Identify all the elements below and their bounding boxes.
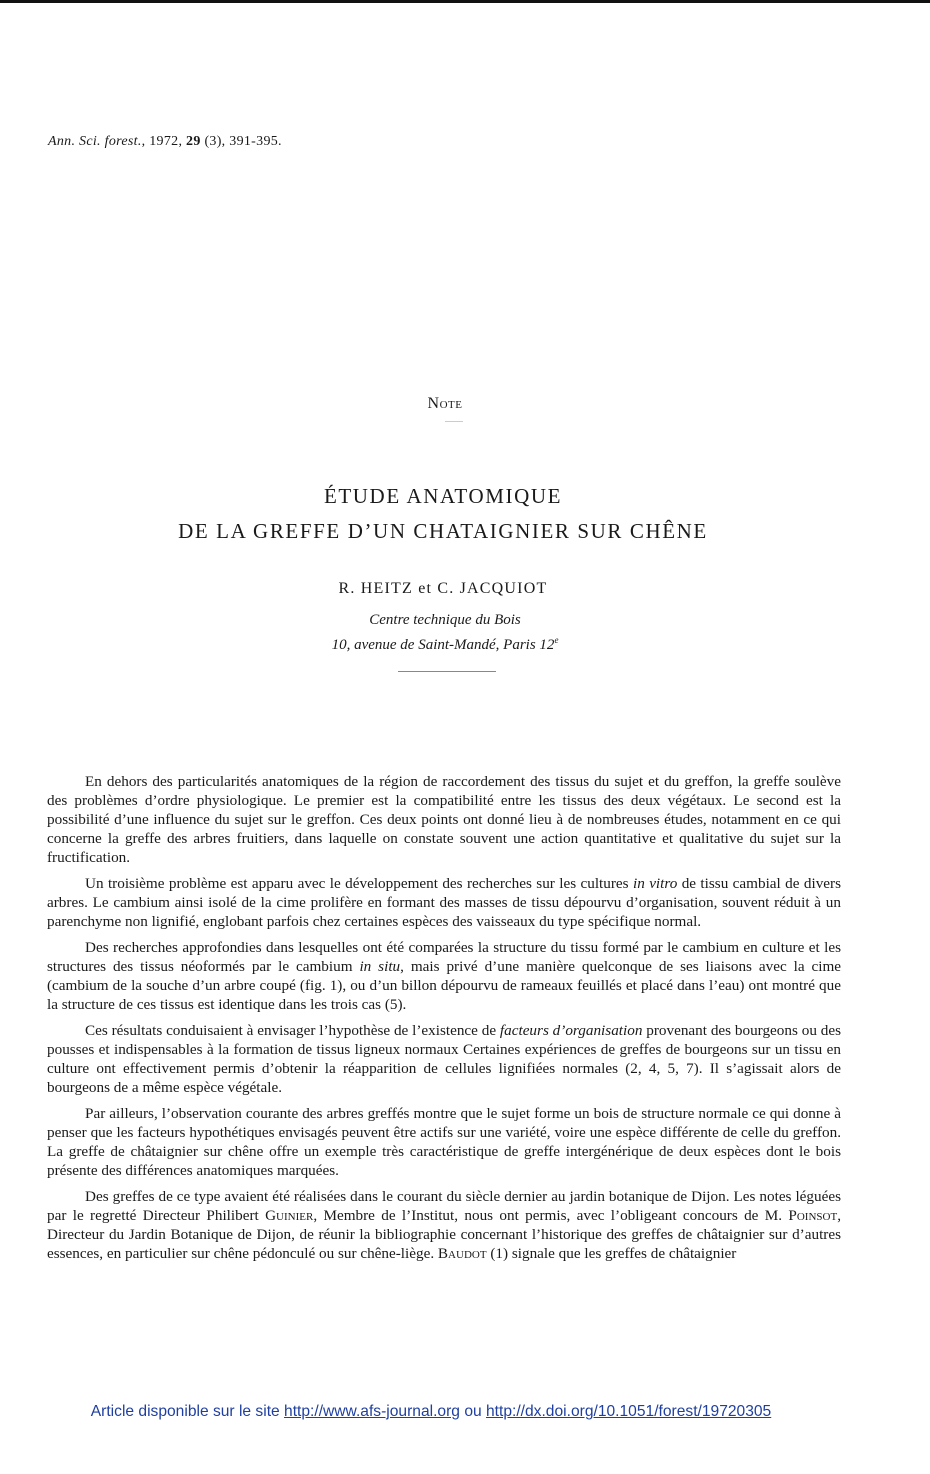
paragraph-3-text-a: Des recherches approfondies dans lesquelles ont été comparées la structure du tissu formé par le cambium en culture et les structures des tissus néoformés par le cambium <box>47 938 841 976</box>
paragraph-6-text-c: , Directeur du Jardin Botanique de Dijon, de réunir la bibliographie concernant l’historique des greffes de châtaignier sur d’autres essences, en particulier sur chêne pédonculé ou sur chêne-liège. <box>47 1206 841 1263</box>
paragraph-2-emphasis: in vitro <box>632 875 678 893</box>
authors: R. HEITZ et C. JACQUIOT <box>338 580 548 597</box>
affiliation-sup: e <box>554 635 559 645</box>
journal-name: Ann. Sci. forest. <box>48 134 142 149</box>
paragraph-2-text-a: Un troisième problème est apparu avec le développement des recherches sur les cultures <box>85 875 633 893</box>
paragraph-6-text-b: , Membre de l’Institut, nous ont permis, avec l’obligeant concours de M. <box>313 1206 789 1224</box>
paragraph-6-text-a: Des greffes de ce type avaient été réalisées dans le courant du siècle dernier au jardin botanique de Dijon. Les notes léguées par le regretté Directeur Philibert <box>47 1187 841 1224</box>
title-line-2: DE LA GREFFE D’UN CHATAIGNIER SUR CHÊNE <box>178 519 708 543</box>
top-rule <box>0 0 930 3</box>
paragraph-3 <box>47 938 841 1014</box>
citation-volume: 29 <box>186 134 201 149</box>
paragraph-1: En dehors des particularités anatomiques de la région de raccordement des tissus du sujet et du greffon, la greffe soulève des problèmes d’ordre physiologique. Le premier est la compatibilité entre les tissus des deux végétaux. Le second est la possibilité d’une influence du sujet sur le greffon. Ces deux points ont donné lieu à de nombreuses études, notamment en ce qui concerne la greffe des arbres fruitiers, dans laquelle on constate souvent une action quantitative et qualitative du sujet sur la fructification. <box>47 773 841 867</box>
paragraph-4 <box>47 1021 841 1097</box>
footer-middle: ou <box>459 1403 486 1420</box>
citation-year: , 1972, <box>141 134 187 149</box>
paragraph-6 <box>47 1187 841 1263</box>
paragraph-5: Par ailleurs, l’observation courante des arbres greffés montre que le sujet forme un bois de structure normale ce qui donne à penser que les facteurs hypothétiques envisagés peuvent être actifs sur une variété, voire une espèce différente de celle du greffon. La greffe de châtaignier sur chêne offre un exemple très caractéristique de greffe intergénérique de deux espèces dont le bois présente des différences anatomiques marquées. <box>47 1104 841 1180</box>
section-label: Note <box>427 395 463 412</box>
author-name-guinier: Guinier <box>265 1206 314 1224</box>
affiliation-line-2 <box>0 630 890 655</box>
paragraph-4-emphasis: facteurs d’organisation <box>499 1021 643 1039</box>
paragraph-4-text-b: provenant des bourgeons ou des pousses et indispensables à la formation de tissus ligneux normaux Certaines expériences de greffes de bourgeons sur un tissu en culture ont effectivement permis d’obtenir la réapparition de cellules lignifiées normales (2, 4, 5, 7). Il s’agissait alors de bourgeons de a même espèce végétale. <box>47 1021 842 1097</box>
footer-prefix: Article disponible sur le site <box>90 1403 285 1420</box>
article-body <box>47 772 841 1270</box>
separator-rule <box>398 671 496 672</box>
author-name-baudot: Baudot <box>437 1245 487 1263</box>
title-line-1: ÉTUDE ANATOMIQUE <box>323 484 563 508</box>
paragraph-2-text-b: de tissu cambial de divers arbres. Le cambium ainsi isolé de la cime prolifère en formant des masses de tissu dépourvu d’organisation, souvent réduit à un parenchyme non lignifié, englobant parfois chez certaines espèces des vaisseaux du type spécifique normal. <box>47 875 841 931</box>
availability-footer <box>0 1403 862 1421</box>
paragraph-4-text-a: Ces résultats conduisaient à envisager l’hypothèse de l’existence de <box>85 1021 500 1039</box>
paragraph-6-text-d: (1) signale que les greffes de châtaignier <box>486 1245 737 1263</box>
affiliation-address: 10, avenue de Saint-Mandé, Paris 12 <box>331 637 555 653</box>
journal-site-link[interactable]: http://www.afs-journal.org <box>284 1403 460 1420</box>
paragraph-3-emphasis: in situ <box>359 958 401 976</box>
paragraph-2 <box>47 874 841 931</box>
author-name-poinsot: Poinsot <box>788 1206 838 1224</box>
doi-link[interactable]: http://dx.doi.org/10.1051/forest/19720305 <box>486 1403 772 1420</box>
paragraph-3-text-b: , mais privé d’une manière quelconque de ses liaisons avec la cime (cambium de la souche d’un arbre coupé (fig. 1), ou d’un billon dépourvu de rameaux feuillés et placé dans l’eau) ont montré que la structure de ces tissus est identique dans les trois cas (5). <box>47 958 842 1014</box>
section-divider <box>445 421 463 422</box>
article-title <box>0 479 886 549</box>
affiliation <box>0 610 890 655</box>
citation-issue-pages: (3), 391-395. <box>200 134 282 149</box>
affiliation-line-1: Centre technique du Bois <box>369 612 521 628</box>
journal-citation <box>48 134 282 150</box>
